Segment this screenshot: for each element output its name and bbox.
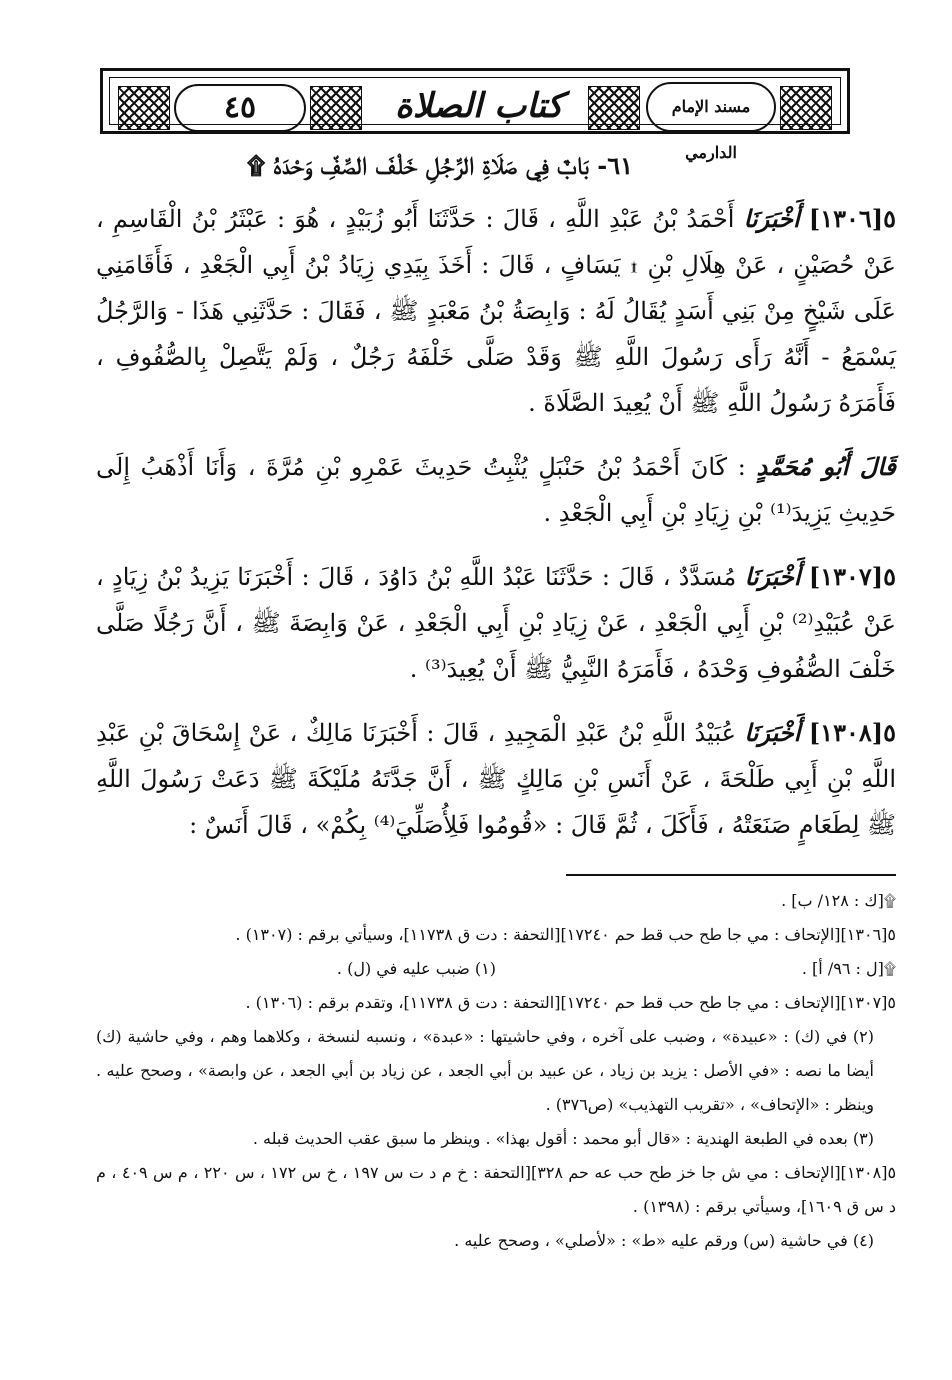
hadith-text: مُسَدَّدٌ ، قَالَ : حَدَّثَنَا عَبْدُ اللَّهِ بْنُ دَاوُدَ ، قَالَ : أَخْبَرَنَا يَزِيدُ بْنُ زِيَادٍ ، عَنْ عُبَيْدِ⁽²⁾ بْنِ أَبِي الْجَعْدِ ، عَنْ زِيَادِ بْنِ أَبِي الْجَعْدِ ، عَنْ وَابِصَةَ ﷺ ، أَنَّ رَجُلًا صَلَّى خَلْفَ الصُّفُوفِ وَحْدَهُ ، فَأَمَرَهُ النَّبِيُّ ﷺ أَنْ يُعِيدَ⁽³⁾ . [96, 563, 896, 683]
hadith-number: ٥[١٣٠٨] [808, 718, 896, 747]
footnote-separator [566, 874, 896, 876]
hadith-lead: أَخْبَرَنَا [743, 204, 800, 233]
hadith-1306 [96, 196, 896, 426]
page-number: ٤٥ [174, 84, 306, 132]
hadith-lead: أَخْبَرَنَا [744, 562, 801, 591]
ornament-icon [118, 86, 170, 130]
footnotes [96, 884, 896, 1258]
footnote: ۩[ل : ٩٦/ أ] . [801, 959, 896, 978]
footnote: ٥[١٣٠٨][الإتحاف : مي ش جا خز طح حب عه حم ٣٢٨][التحفة : خ م د ت س ١٩٧ ، خ س ١٧٢ ، س ٢٢٠ ، م س ٤٠٩ ، م د س ق ١٦٠٩]، وسيأتي برقم : (١٣٩٨) . [96, 1163, 897, 1216]
chapter-heading: ٦١- بَابٌ فِي صَلَاةِ الرَّجُلِ خَلْفَ الصَّفِّ وَحْدَهُ ۩ [246, 151, 634, 180]
comment-lead: قَالَ أَبُو مُحَمَّدٍ [756, 452, 896, 481]
footnote: (٣) بعده في الطبعة الهندية : «قال أبو محمد : أقول بهذا» . وينظر ما سبق عقب الحديث قبله . [252, 1129, 874, 1148]
footnote: (٢) في (ك) : «عبيدة» ، وضبب على آخره ، وفي حاشيتها : «عبدة» ، ونسبه لنسخة ، وكلاهما وهم ، وفي حاشية (ك) أيضا ما نصه : «في الأصل : يزيد بن زياد ، عن عبيد بن أبي الجعد ، عن زياد بن أبي الجعد ، عن وابصة» ، وصحح عليه . وينظر : «الإتحاف» ، «تقريب التهذيب» (ص٣٧٦) . [96, 1027, 874, 1114]
header-inner-border [109, 77, 841, 162]
ornament-icon [780, 86, 832, 130]
hadith-number: ٥[١٣٠٧] [808, 562, 896, 591]
footnote-row [96, 952, 896, 986]
footnote: ٥[١٣٠٦][الإتحاف : مي جا طح حب قط حم ١٧٢٤٠][التحفة : دت ق ١١٧٣٨]، وسيأتي برقم : (١٣٠٧) . [235, 925, 896, 944]
ornament-icon [588, 86, 640, 130]
footnote: ٥[١٣٠٧][الإتحاف : مي جا طح حب قط حم ١٧٢٤٠][التحفة : دت ق ١١٧٣٨]، وتقدم برقم : (١٣٠٦) . [245, 993, 896, 1012]
main-text [96, 196, 896, 866]
ornament-icon [310, 86, 362, 130]
hadith-1307 [96, 554, 896, 692]
hadith-text: أَحْمَدُ بْنُ عَبْدِ اللَّهِ ، قَالَ : حَدَّثَنَا أَبُو زُبَيْدٍ ، هُوَ : عَبْثَرُ بْنُ الْقَاسِمِ ، عَنْ حُصَيْنٍ ، عَنْ هِلَالِ بْنِ ۩ يَسَافٍ ، قَالَ : أَخَذَ بِيَدِي زِيَادُ بْنُ أَبِي الْجَعْدِ ، فَأَقَامَنِي عَلَى شَيْخٍ مِنْ بَنِي أَسَدٍ يُقَالُ لَهُ : وَابِصَةُ بْنُ مَعْبَدٍ ﷺ ، فَقَالَ : حَدَّثَنِي هَذَا - وَالرَّجُلُ يَسْمَعُ - أَنَّهُ رَأَى رَسُولَ اللَّهِ ﷺ وَقَدْ صَلَّى خَلْفَهُ رَجُلٌ ، وَلَمْ يَتَّصِلْ بِالصُّفُوفِ ، فَأَمَرَهُ رَسُولُ اللَّهِ ﷺ أَنْ يُعِيدَ الصَّلَاةَ . [96, 205, 896, 417]
seal-logo: مسند الإمام الدارمي [646, 82, 776, 132]
hadith-lead: أَخْبَرَنَا [744, 718, 801, 747]
footnote: (١) ضبب عليه في (ل) . [336, 959, 496, 978]
hadith-text: عُبَيْدُ اللَّهِ بْنُ عَبْدِ الْمَجِيدِ ، قَالَ : أَخْبَرَنَا مَالِكٌ ، عَنْ إِسْحَاقَ بْنِ عَبْدِ اللَّهِ بْنِ أَبِي طَلْحَةَ ، عَنْ أَنَسِ بْنِ مَالِكٍ ﷺ ، أَنَّ جَدَّتَهُ مُلَيْكَةَ ﷺ دَعَتْ رَسُولَ اللَّهِ ﷺ لِطَعَامٍ صَنَعَتْهُ ، فَأَكَلَ ، ثُمَّ قَالَ : «قُومُوا فَلِأُصَلِّيَ⁽⁴⁾ بِكُمْ» ، قَالَ أَنَسٌ : [96, 719, 896, 839]
footnote: ۩[ك : ١٢٨/ ب] . [781, 891, 896, 910]
hadith-1308 [96, 710, 896, 848]
book-title: كتاب الصلاة [394, 86, 564, 126]
page-header-frame [100, 68, 850, 162]
comment-text: : كَانَ أَحْمَدُ بْنُ حَنْبَلٍ يُثْبِتُ حَدِيثَ عَمْرِو بْنِ مُرَّةَ ، وَأَنَا أَذْهَبُ إِلَى حَدِيثِ يَزِيدَ⁽¹⁾ بْنِ زِيَادِ بْنِ أَبِي الْجَعْدِ . [96, 453, 896, 527]
footnote: (٤) في حاشية (س) ورقم عليه «ط» : «لأصلي» ، وصحح عليه . [454, 1231, 874, 1250]
author-comment [96, 444, 896, 536]
hadith-number: ٥[١٣٠٦] [808, 204, 896, 233]
